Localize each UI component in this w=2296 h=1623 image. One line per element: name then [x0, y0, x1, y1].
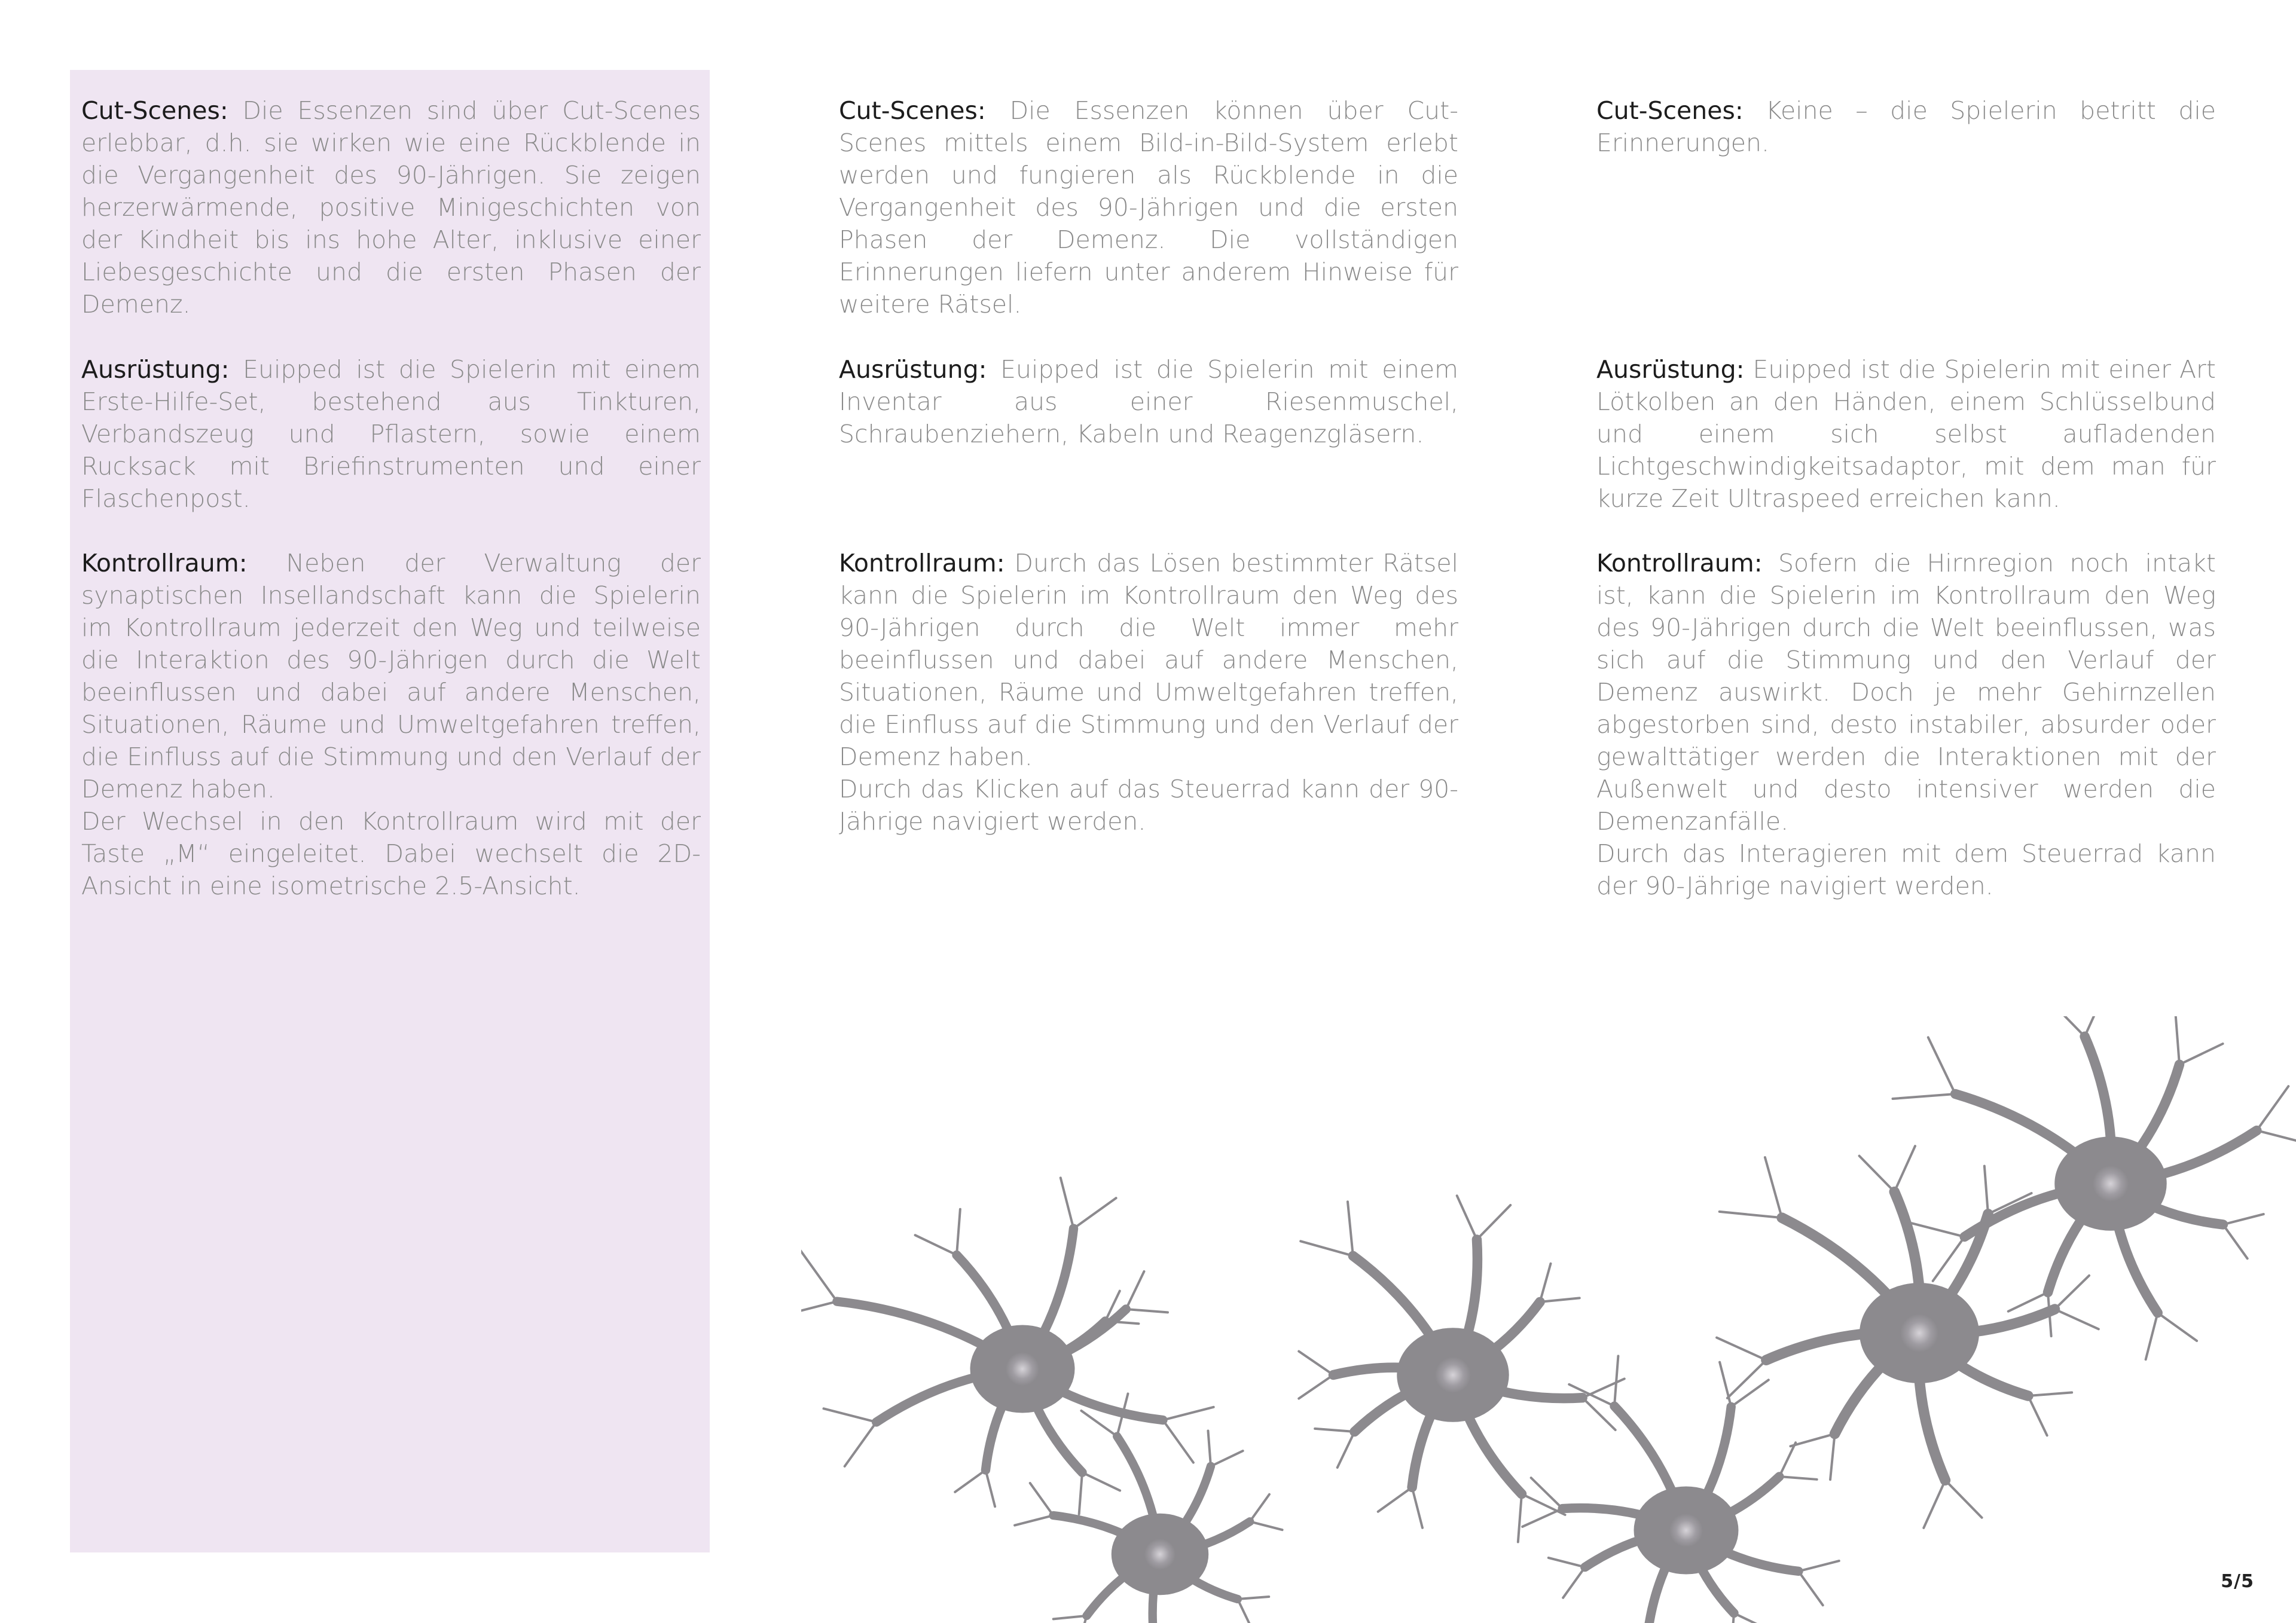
dendrite-branch: [1238, 1597, 1269, 1599]
dendrite-branch: [801, 1245, 837, 1301]
dendrite-branch: [1860, 1156, 1895, 1192]
dendrite-branch: [1126, 1271, 1144, 1309]
dendrite-branch: [1984, 1166, 1988, 1214]
dendrite-branch: [2146, 1313, 2158, 1359]
dendrite-branch: [1734, 1613, 1764, 1623]
neuron-nucleus: [1144, 1539, 1176, 1570]
control-room-section: [839, 547, 1458, 838]
dendrite-branch: [985, 1470, 995, 1506]
dendrite-branch: [1299, 1375, 1333, 1399]
equipment-text: Euipped ist die Spielerin mit einer Art Lötkolben an den Händen, einem Schlüsselbund und einem sich selbst aufladenden Lichtgeschwindigkeitsadaptor, mit dem man für kurze Zeit Ultraspeed erreichen kann.: [1596, 355, 2216, 513]
dendrite-branch: [2048, 1016, 2084, 1037]
dendrite-branch: [1250, 1521, 1282, 1530]
equipment-label: Ausrüstung:: [1596, 355, 1745, 384]
dendrite-branch: [1531, 1478, 1563, 1508]
dendrite-branch: [1030, 1483, 1054, 1515]
dendrite-branch: [1583, 1398, 1616, 1430]
dendrite-branch: [1299, 1351, 1333, 1375]
control-room-text-2: Der Wechsel in den Kontrollraum wird mit der Taste „M“ eingeleitet. Dabei wechselt die 2D-Ansicht in eine isometrische 2.5-Ansicht.: [81, 807, 701, 900]
control-room-label: Kontrollraum:: [81, 549, 248, 577]
dendrite-branch: [1540, 1298, 1580, 1302]
control-room-section: [81, 547, 701, 902]
dendrite-branch: [915, 1235, 957, 1255]
dendrite-branch: [1892, 1094, 1955, 1099]
neuron-nucleus: [1435, 1357, 1471, 1393]
equipment-text: Euipped ist die Spielerin mit einem Erste-Hilfe-Set, bestehend aus Tinkturen, Verbandszeug und Pflastern, sowie einem Rucksack mit Briefinstrumenten und einer Flaschenpost.: [81, 355, 701, 513]
dendrite-branch: [1799, 1571, 1823, 1605]
dendrite-branch: [1799, 1561, 1839, 1571]
control-room-text-2: Durch das Interagieren mit dem Steuerrad kann der 90-Jährige navigiert werden.: [1596, 839, 2216, 900]
dendrite-branch: [1923, 1480, 1945, 1528]
dendrite-branch: [1238, 1599, 1251, 1623]
control-room-text-2: Durch das Klicken auf das Steuerrad kann der 90-Jährige navigiert werden.: [839, 775, 1458, 836]
dendrite-branch: [1790, 1434, 1834, 1447]
neuron-nucleus: [1900, 1314, 1938, 1352]
dendrite-branch: [2158, 1313, 2197, 1341]
cut-scenes-text: Keine – die Spielerin betritt die Erinnerungen.: [1596, 96, 2216, 157]
dendrite-branch: [955, 1470, 985, 1492]
dendrite-branch: [2048, 1292, 2051, 1336]
dendrite-branch: [801, 1301, 837, 1319]
dendrite-branch: [2257, 1086, 2288, 1130]
cut-scenes-label: Cut-Scenes:: [1596, 96, 1744, 125]
dendrite-branch: [1549, 1558, 1585, 1567]
cut-scenes-text: Die Essenzen können über Cut-Scenes mittels einem Bild-in-Bild-System erlebt werden und fungieren als Rückblende in die Vergangenheit des 90-Jährigen und die ersten Phasen der Demenz. Die vollständigen Erinnerungen liefern unter anderem Hinweise für weitere Rätsel.: [839, 96, 1458, 319]
dendrite-branch: [1378, 1487, 1412, 1512]
dendrite-branch: [1522, 1509, 1562, 1527]
dendrite-branch: [2028, 1392, 2072, 1396]
dendrite-branch: [1457, 1196, 1477, 1239]
dendrite-branch: [1765, 1157, 1782, 1218]
dendrite-branch: [824, 1408, 877, 1422]
dendrite-branch: [1338, 1432, 1355, 1468]
dendrite-branch: [1912, 1223, 1965, 1237]
dendrite-branch: [2257, 1130, 2296, 1144]
control-room-label: Kontrollraum:: [839, 549, 1005, 577]
dendrite-branch: [2223, 1224, 2248, 1258]
equipment-section: [839, 353, 1458, 450]
dendrite-branch: [2176, 1017, 2179, 1065]
cut-scenes-section: [81, 94, 701, 320]
equipment-label: Ausrüstung:: [839, 355, 987, 384]
dendrite-branch: [1717, 1338, 1766, 1361]
dendrite-branch: [1945, 1480, 1981, 1518]
dendrite-branch: [2008, 1292, 2048, 1312]
control-room-label: Kontrollraum:: [1596, 549, 1763, 577]
dendrite-branch: [1315, 1429, 1354, 1432]
control-room-section: [1596, 547, 2216, 902]
dendrite-branch: [1079, 1472, 1082, 1514]
dendrite-branch: [1412, 1487, 1422, 1528]
control-room-text: Durch das Lösen bestimmter Rätsel kann die Spielerin im Kontrollraum den Weg des 90-Jährigen durch die Welt immer mehr beeinflussen und dabei auf andere Menschen, Situationen, Räume und Umweltgefahren treffen, die Einfluss auf die Stimmung und den Verlauf der Demenz haben.: [839, 549, 1458, 771]
dendrite-branch: [1300, 1241, 1353, 1256]
cut-scenes-label: Cut-Scenes:: [81, 96, 228, 125]
dendrite-branch: [1015, 1515, 1053, 1526]
dendrite-branch: [1731, 1380, 1769, 1407]
cut-scenes-section: [1596, 94, 2216, 159]
dendrite-branch: [1518, 1494, 1522, 1542]
neuron-nucleus: [1006, 1352, 1039, 1386]
dendrite-branch: [1477, 1205, 1510, 1240]
dendrite-branch: [1779, 1442, 1796, 1477]
equipment-section: [81, 353, 701, 515]
dendrite-branch: [1208, 1431, 1211, 1466]
dendrite-branch: [1211, 1451, 1243, 1466]
dendrite-branch: [1720, 1212, 1782, 1218]
dendrite-branch: [2179, 1044, 2223, 1065]
cut-scenes-text: Die Essenzen sind über Cut-Scenes erlebbar, d.h. sie wirken wie eine Rückblende in die Vergangenheit des 90-Jährigen. Sie zeigen herzerwärmende, positive Minigeschichten von der Kindheit bis ins hohe Alter, inklusive einer Liebesgeschichte und die ersten Phasen der Demenz.: [81, 96, 701, 319]
equipment-text: Euipped ist die Spielerin mit einem Inventar aus einer Riesenmuschel, Schraubenziehern, Kabeln und Reagenzgläsern.: [839, 355, 1458, 448]
cut-scenes-section: [839, 94, 1458, 320]
neuron-nucleus: [1669, 1514, 1703, 1547]
dendrite-branch: [1348, 1202, 1353, 1256]
dendrite-branch: [1563, 1567, 1585, 1598]
dendrite-branch: [2223, 1214, 2264, 1224]
dendrite-branch: [1061, 1178, 1074, 1228]
cut-scenes-label: Cut-Scenes:: [839, 96, 986, 125]
dendrite-branch: [2055, 1309, 2099, 1329]
dendrite-branch: [1894, 1146, 1915, 1192]
dendrite-branch: [2055, 1276, 2090, 1309]
neuron-nucleus: [2093, 1166, 2129, 1202]
dendrite-branch: [1540, 1264, 1551, 1302]
dendrite-branch: [1054, 1616, 1087, 1619]
dendrite-branch: [1727, 1360, 1766, 1398]
dendrite-branch: [1250, 1494, 1269, 1522]
dendrite-branch: [1074, 1198, 1116, 1228]
dendrite-branch: [1082, 1472, 1120, 1490]
dendrite-branch: [1126, 1309, 1168, 1312]
control-room-text: Neben der Verwaltung der synaptischen Insellandschaft kann die Spielerin im Kontrollraum jederzeit den Weg und teilweise die Interaktion des 90-Jährigen durch die Welt beeinflussen und dabei auf andere Menschen, Situationen, Räume und Umweltgefahren treffen, die Einfluss auf die Stimmung und den Verlauf der Demenz haben.: [81, 549, 701, 803]
dendrite-branch: [2028, 1396, 2047, 1435]
dendrite-branch: [957, 1209, 960, 1255]
dendrite-branch: [1779, 1477, 1817, 1480]
dendrite-branch: [1830, 1434, 1835, 1480]
equipment-label: Ausrüstung:: [81, 355, 230, 384]
dendrite-branch: [1720, 1362, 1731, 1407]
equipment-section: [1596, 353, 2216, 515]
neuron-illustration: [801, 1016, 2296, 1623]
control-room-text: Sofern die Hirnregion noch intakt ist, kann die Spielerin im Kontrollraum den Weg des 90-Jährigen durch die Welt beeinflussen, was sich auf die Stimmung und den Verlauf der Demenz auswirkt. Doch je mehr Gehirnzellen abgestorben sind, desto instabiler, absurder oder gewalttätiger werden die Interaktionen mit der Außenwelt und desto intensiver werden die Demenzanfälle.: [1596, 549, 2216, 836]
page-number: 5/5: [2221, 1571, 2254, 1592]
dendrite-branch: [1163, 1407, 1214, 1420]
dendrite-branch: [1163, 1420, 1193, 1463]
dendrite-branch: [1928, 1037, 1955, 1094]
dendrite-branch: [845, 1422, 877, 1466]
